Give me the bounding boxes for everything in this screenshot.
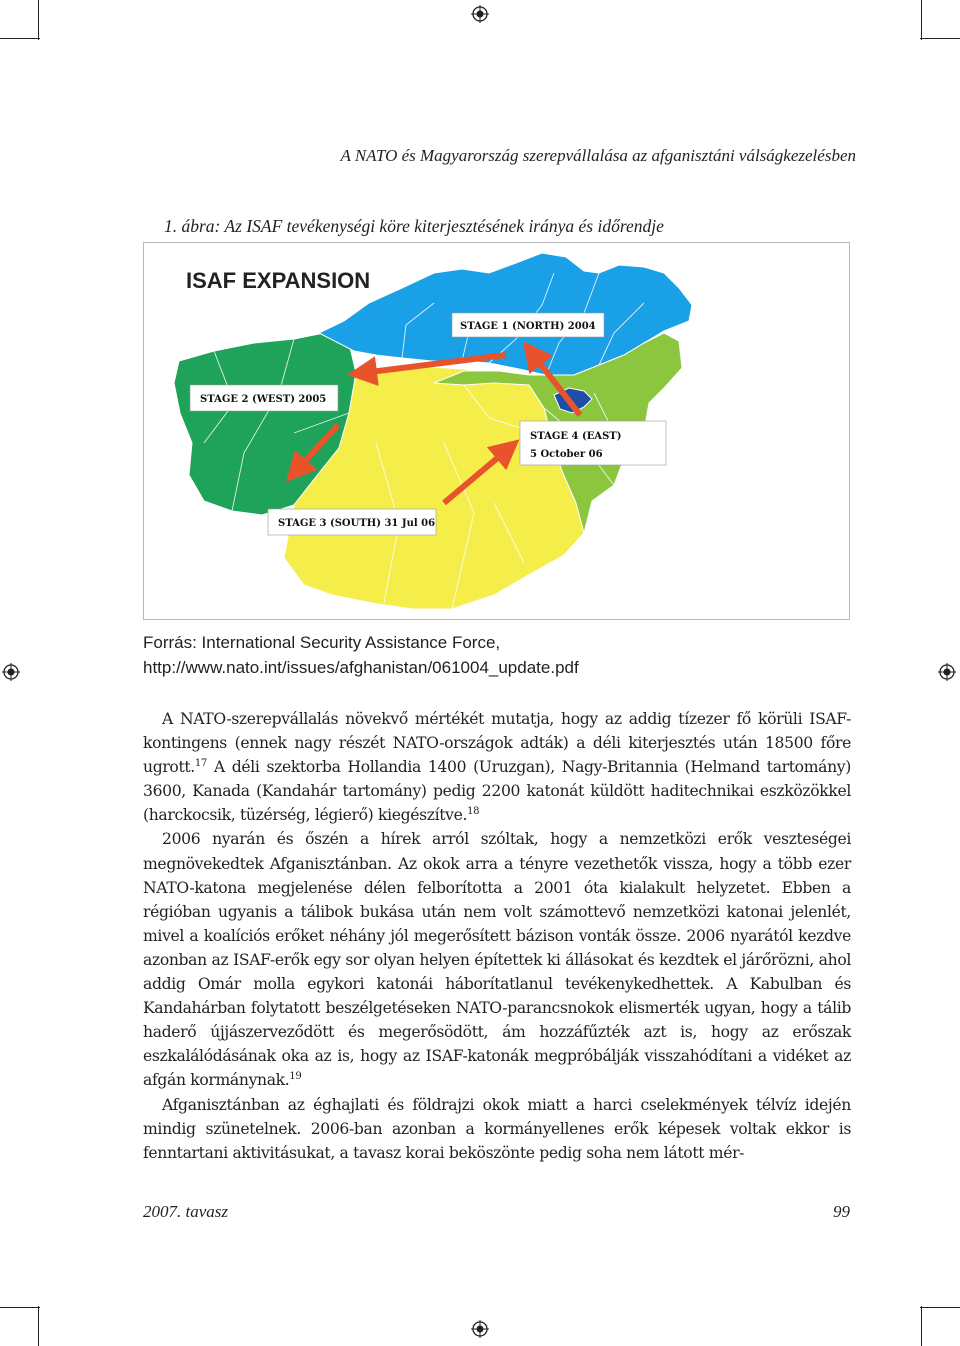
stage-label-north (452, 313, 604, 337)
footer-issue: 2007. tavasz (143, 1202, 228, 1221)
body-text (143, 707, 851, 1165)
registration-mark-bottom-icon (471, 1320, 489, 1338)
footnote-ref-17[interactable]: 17 (194, 758, 207, 770)
crop-mark-top-right-v (921, 0, 922, 40)
crop-mark-bottom-left-h (0, 1307, 40, 1308)
svg-text:STAGE 1 (NORTH) 2004: STAGE 1 (NORTH) 2004 (460, 321, 596, 332)
figure-caption: 1. ábra: Az ISAF tevékenységi köre kiterjesztésének iránya és időrendje (164, 216, 664, 236)
stage-label-east (520, 421, 666, 465)
map-svg (144, 243, 849, 619)
source-url: http://www.nato.int/issues/afghanistan/061004_update.pdf (143, 658, 579, 677)
crop-mark-top-right-h (920, 38, 960, 39)
crop-mark-top-left-h (0, 38, 40, 39)
svg-text:STAGE 3 (SOUTH) 31 Jul 06: STAGE 3 (SOUTH) 31 Jul 06 (278, 518, 436, 529)
crop-mark-bottom-right-h (920, 1307, 960, 1308)
running-head: A NATO és Magyarország szerepvállalása az afganisztáni válságkezelésben (340, 146, 856, 165)
footnote-ref-19[interactable]: 19 (289, 1071, 302, 1083)
footnote-ref-18[interactable]: 18 (467, 806, 480, 818)
paragraph-2 (143, 827, 851, 1092)
stage-label-south (268, 509, 436, 535)
isaf-expansion-map (143, 242, 850, 620)
paragraph-1-part-a: A NATO-szerepvállalás növekvő mértékét mutatja, hogy az addig tízezer fő körüli ISAF-kontingens (ennek nagy részét NATO-országok adták) a déli kiterjesztés után 18500 főre ugrott. (143, 710, 851, 777)
paragraph-3: Afganisztánban az éghajlati és földrajzi okok miatt a harci cselekmények télvíz idején mindig szünetelnek. 2006-ban azonban a kormányellenes erők képesek voltak ekkor is fenntartani aktivitásukat, a tavasz korai beköszönte pedig soha nem látott mér- (143, 1095, 851, 1162)
figure-source (143, 630, 579, 680)
crop-mark-top-left-v (38, 0, 39, 40)
page-number: 99 (833, 1202, 850, 1221)
paragraph-1 (143, 707, 851, 827)
registration-mark-top-icon (471, 5, 489, 23)
registration-mark-left-icon (2, 663, 20, 681)
paragraph-1-part-b: A déli szektorba Hollandia 1400 (Uruzgan), Nagy-Britannia (Helmand tartomány) 3600, Kanada (Kandahár tartomány) pedig 2200 katonát küldött haditechnikai eszközökkel (harckocsik, tüzérség, légierő) kiegészítve. (143, 758, 851, 825)
crop-mark-bottom-left-v (38, 1306, 39, 1346)
stage-label-east-line1: STAGE 4 (EAST) (530, 431, 622, 442)
stage-label-west (190, 385, 338, 411)
stage-label-east-line2: 5 October 06 (530, 449, 603, 460)
registration-mark-right-icon (938, 663, 956, 681)
source-line-1: Forrás: International Security Assistance Force, (143, 633, 501, 652)
map-title: ISAF EXPANSION (186, 268, 371, 293)
svg-text:STAGE 2 (WEST) 2005: STAGE 2 (WEST) 2005 (200, 394, 327, 405)
paragraph-2-text: 2006 nyarán és őszén a hírek arról szóltak, hogy a nemzetközi erők veszteségei megnövekedtek Afganisztánban. Az okok arra a tényre vezethetők vissza, hogy a több ezer NATO-katona megjelenése délen felborította a 2001 óta kialakult helyzetet. Ebben a régióban ugyanis a tálibok bukása után nem volt számottevő nemzetközi katonai jelenlét, mivel a koalíciós erőket néhány jól megerősített bázison vonták össze. 2006 nyarától kezdve azonban az ISAF-erők egy sor olyan helyen építettek ki állásokat és kezdtek el járőrözni, ahol addig Omár molla egykori katonái háborítatlanul tevékenykedhettek. A Kabulban és Kandahárban folytatott beszélgetéseken NATO-parancsnokok elismerték ugyan, hogy a tálib haderő újjászerveződött és megerősödött, ám hozzáfűzték azt is, hogy az erőszak eszkalálódásának oka az is, hogy az ISAF-katonák megpróbálják visszahódítani a vidéket az afgán kormánynak. (143, 830, 851, 1090)
crop-mark-bottom-right-v (921, 1306, 922, 1346)
